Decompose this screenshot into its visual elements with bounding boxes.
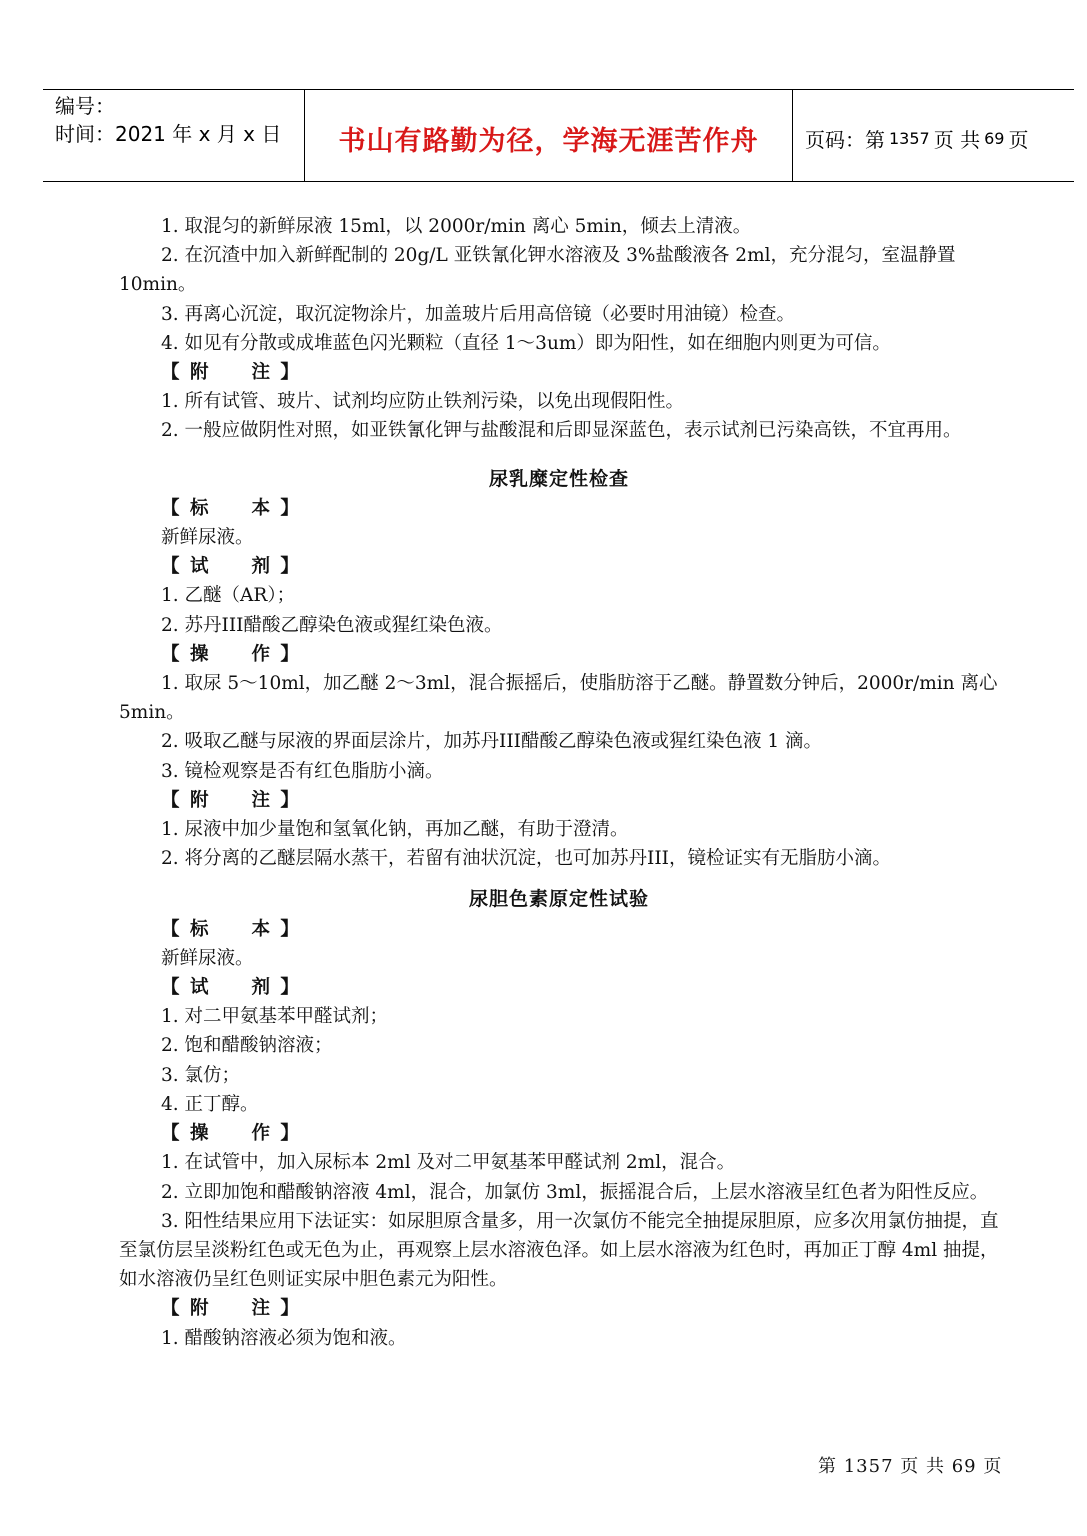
section-heading-specimen: 【 标 本 】 (161, 918, 301, 940)
paragraph: 新鲜尿液。 (161, 947, 254, 969)
page-number: 1357 (889, 129, 930, 148)
paragraph: 1. 对二甲氨基苯甲醛试剂； (161, 1006, 389, 1028)
paragraph: 2. 在沉渣中加入新鲜配制的 20g/L 亚铁氰化钾水溶液及 3%盐酸液各 2ml，充分混匀，室温静置 10min。 (119, 245, 956, 296)
header-motto: 书山有路勤为径，学海无涯苦作舟 (305, 90, 793, 181)
section-title: 尿乳糜定性检查 (488, 467, 629, 490)
section-heading-operation: 【 操 作 】 (161, 643, 301, 665)
paragraph: 1. 在试管中，加入尿标本 2ml 及对二甲氨基苯甲醛试剂 2ml，混合。 (161, 1152, 736, 1174)
paragraph: 1. 尿液中加少量饱和氢氧化钠，再加乙醚，有助于澄清。 (161, 819, 629, 841)
paragraph: 4. 如见有分散或成堆蓝色闪光颗粒（直径 1～3um）即为阳性，如在细胞内则更为可信。 (161, 332, 891, 354)
paragraph: 3. 镜检观察是否有红色脂肪小滴。 (161, 760, 444, 782)
page-header (43, 89, 1074, 182)
section-heading-notes: 【 附 注 】 (161, 362, 301, 384)
section-heading-operation: 【 操 作 】 (161, 1123, 301, 1145)
paragraph: 1. 取混匀的新鲜尿液 15ml，以 2000r/min 离心 5min，倾去上清液。 (161, 216, 752, 237)
paragraph: 1. 醋酸钠溶液必须为饱和液。 (161, 1327, 407, 1349)
section-heading-notes: 【 附 注 】 (161, 1298, 301, 1320)
paragraph: 2. 一般应做阴性对照，如亚铁氰化钾与盐酸混和后即显深蓝色，表示试剂已污染高铁，不宜再用。 (161, 420, 962, 442)
paragraph: 2. 将分离的乙醚层隔水蒸干，若留有油状沉淀，也可加苏丹III，镜检证实有无脂肪小滴。 (161, 848, 891, 870)
paragraph: 1. 乙醚（AR）； (161, 585, 296, 607)
page-middle: 页 共 (933, 128, 981, 152)
section-heading-specimen: 【 标 本 】 (161, 497, 301, 519)
page-total: 69 (984, 129, 1005, 148)
paragraph: 2. 饱和醋酸钠溶液； (161, 1035, 333, 1057)
document-date: 时间：2021 年 x 月 x 日 (55, 122, 282, 146)
document-body (119, 212, 999, 1353)
page-suffix: 页 (1008, 128, 1029, 152)
paragraph: 1. 取尿 5～10ml，加乙醚 2～3ml，混合振摇后，使脂肪溶于乙醚。静置数分钟后，2000r/min 离心 5min。 (119, 673, 998, 724)
page-prefix: 页码：第 (805, 128, 885, 152)
paragraph: 新鲜尿液。 (161, 527, 254, 549)
paragraph: 4. 正丁醇。 (161, 1093, 259, 1115)
paragraph: 3. 再离心沉淀，取沉淀物涂片，加盖玻片后用高倍镜（必要时用油镜）检查。 (161, 303, 796, 325)
header-meta (43, 90, 305, 181)
section-heading-notes: 【 附 注 】 (161, 789, 301, 811)
paragraph: 2. 苏丹III醋酸乙醇染色液或猩红染色液。 (161, 614, 503, 636)
header-page-info (793, 90, 1074, 181)
page-footer: 第 1357 页 共 69 页 (818, 1456, 1003, 1477)
section-heading-reagent: 【 试 剂 】 (161, 556, 301, 578)
paragraph: 2. 立即加饱和醋酸钠溶液 4ml，混合，加氯仿 3ml，振摇混合后，上层水溶液呈红色者为阳性反应。 (161, 1181, 989, 1203)
paragraph: 3. 氯仿； (161, 1064, 241, 1086)
paragraph: 2. 吸取乙醚与尿液的界面层涂片，加苏丹III醋酸乙醇染色液或猩红染色液 1 滴。 (161, 731, 822, 753)
paragraph: 1. 所有试管、玻片、试剂均应防止铁剂污染，以免出现假阳性。 (161, 391, 685, 413)
section-heading-reagent: 【 试 剂 】 (161, 977, 301, 999)
section-title: 尿胆色素原定性试验 (468, 888, 649, 911)
document-number-label: 编号： (55, 94, 115, 118)
paragraph: 3. 阳性结果应用下法证实：如尿胆原含量多，用一次氯仿不能完全抽提尿胆原，应多次用氯仿抽提，直至氯仿层呈淡粉红色或无色为止，再观察上层水溶液色泽。如上层水溶液为红色时，再加正丁醇 4ml 抽提，如水溶液仍呈红色则证实尿中胆色素元为阳性。 (119, 1210, 999, 1291)
